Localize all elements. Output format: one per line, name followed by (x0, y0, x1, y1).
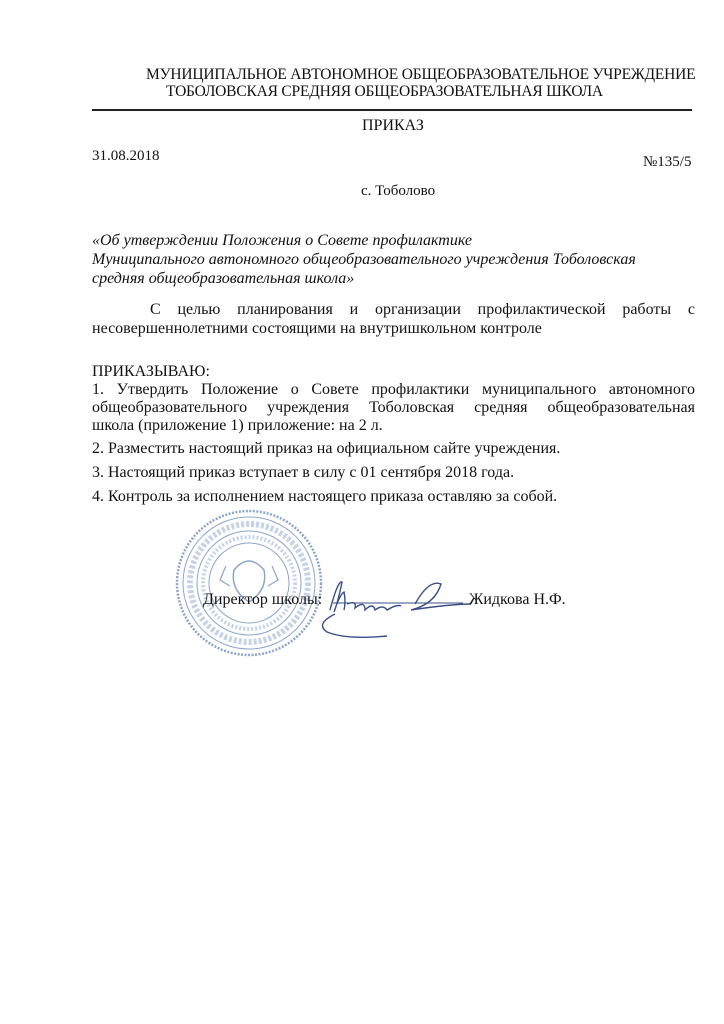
item-1-line-2: общеобразовательного учреждения Тоболовская средняя общеобразовательная (92, 399, 695, 416)
title-line-3: средняя общеобразовательная школа» (92, 270, 355, 287)
signature-name: Жидкова Н.Ф. (469, 591, 566, 608)
doc-place: с. Тоболово (361, 183, 436, 199)
preamble-line-2: несовершеннолетними состоящими на внутришкольном контроле (92, 320, 542, 337)
official-stamp (174, 508, 324, 658)
order-word: ПРИКАЗЫВАЮ: (92, 363, 210, 380)
title-line-1: «Об утверждении Положения о Совете профилактике (92, 232, 473, 249)
item-3: 3. Настоящий приказ вступает в силу с 01 сентября 2018 года. (92, 464, 515, 481)
handwritten-signature (305, 570, 485, 640)
item-2: 2. Разместить настоящий приказ на официальном сайте учреждения. (92, 440, 561, 457)
header-line-1: МУНИЦИПАЛЬНОЕ АВТОНОМНОЕ ОБЩЕОБРАЗОВАТЕЛЬНОЕ УЧРЕЖДЕНИЕ (146, 66, 696, 83)
doc-number: №135/5 (643, 154, 692, 170)
item-4: 4. Контроль за исполнением настоящего приказа оставляю за собой. (92, 488, 558, 505)
item-1-line-1: 1. Утвердить Положение о Совете профилактики муниципального автономного (92, 381, 695, 398)
header-line-2: ТОБОЛОВСКАЯ СРЕДНЯЯ ОБЩЕОБРАЗОВАТЕЛЬНАЯ ШКОЛА (166, 83, 603, 100)
preamble-line-1: С целью планирования и организации профилактической работы с (150, 301, 695, 318)
signature-role: Директор школы: (203, 591, 323, 608)
title-line-2: Муниципального автономного общеобразовательного учреждения Тоболовская (92, 251, 636, 268)
item-1-line-3: школа (приложение 1) приложение: на 2 л. (92, 417, 383, 434)
doc-type: ПРИКАЗ (362, 117, 424, 134)
header-divider (92, 109, 692, 111)
doc-date: 31.08.2018 (92, 148, 160, 164)
